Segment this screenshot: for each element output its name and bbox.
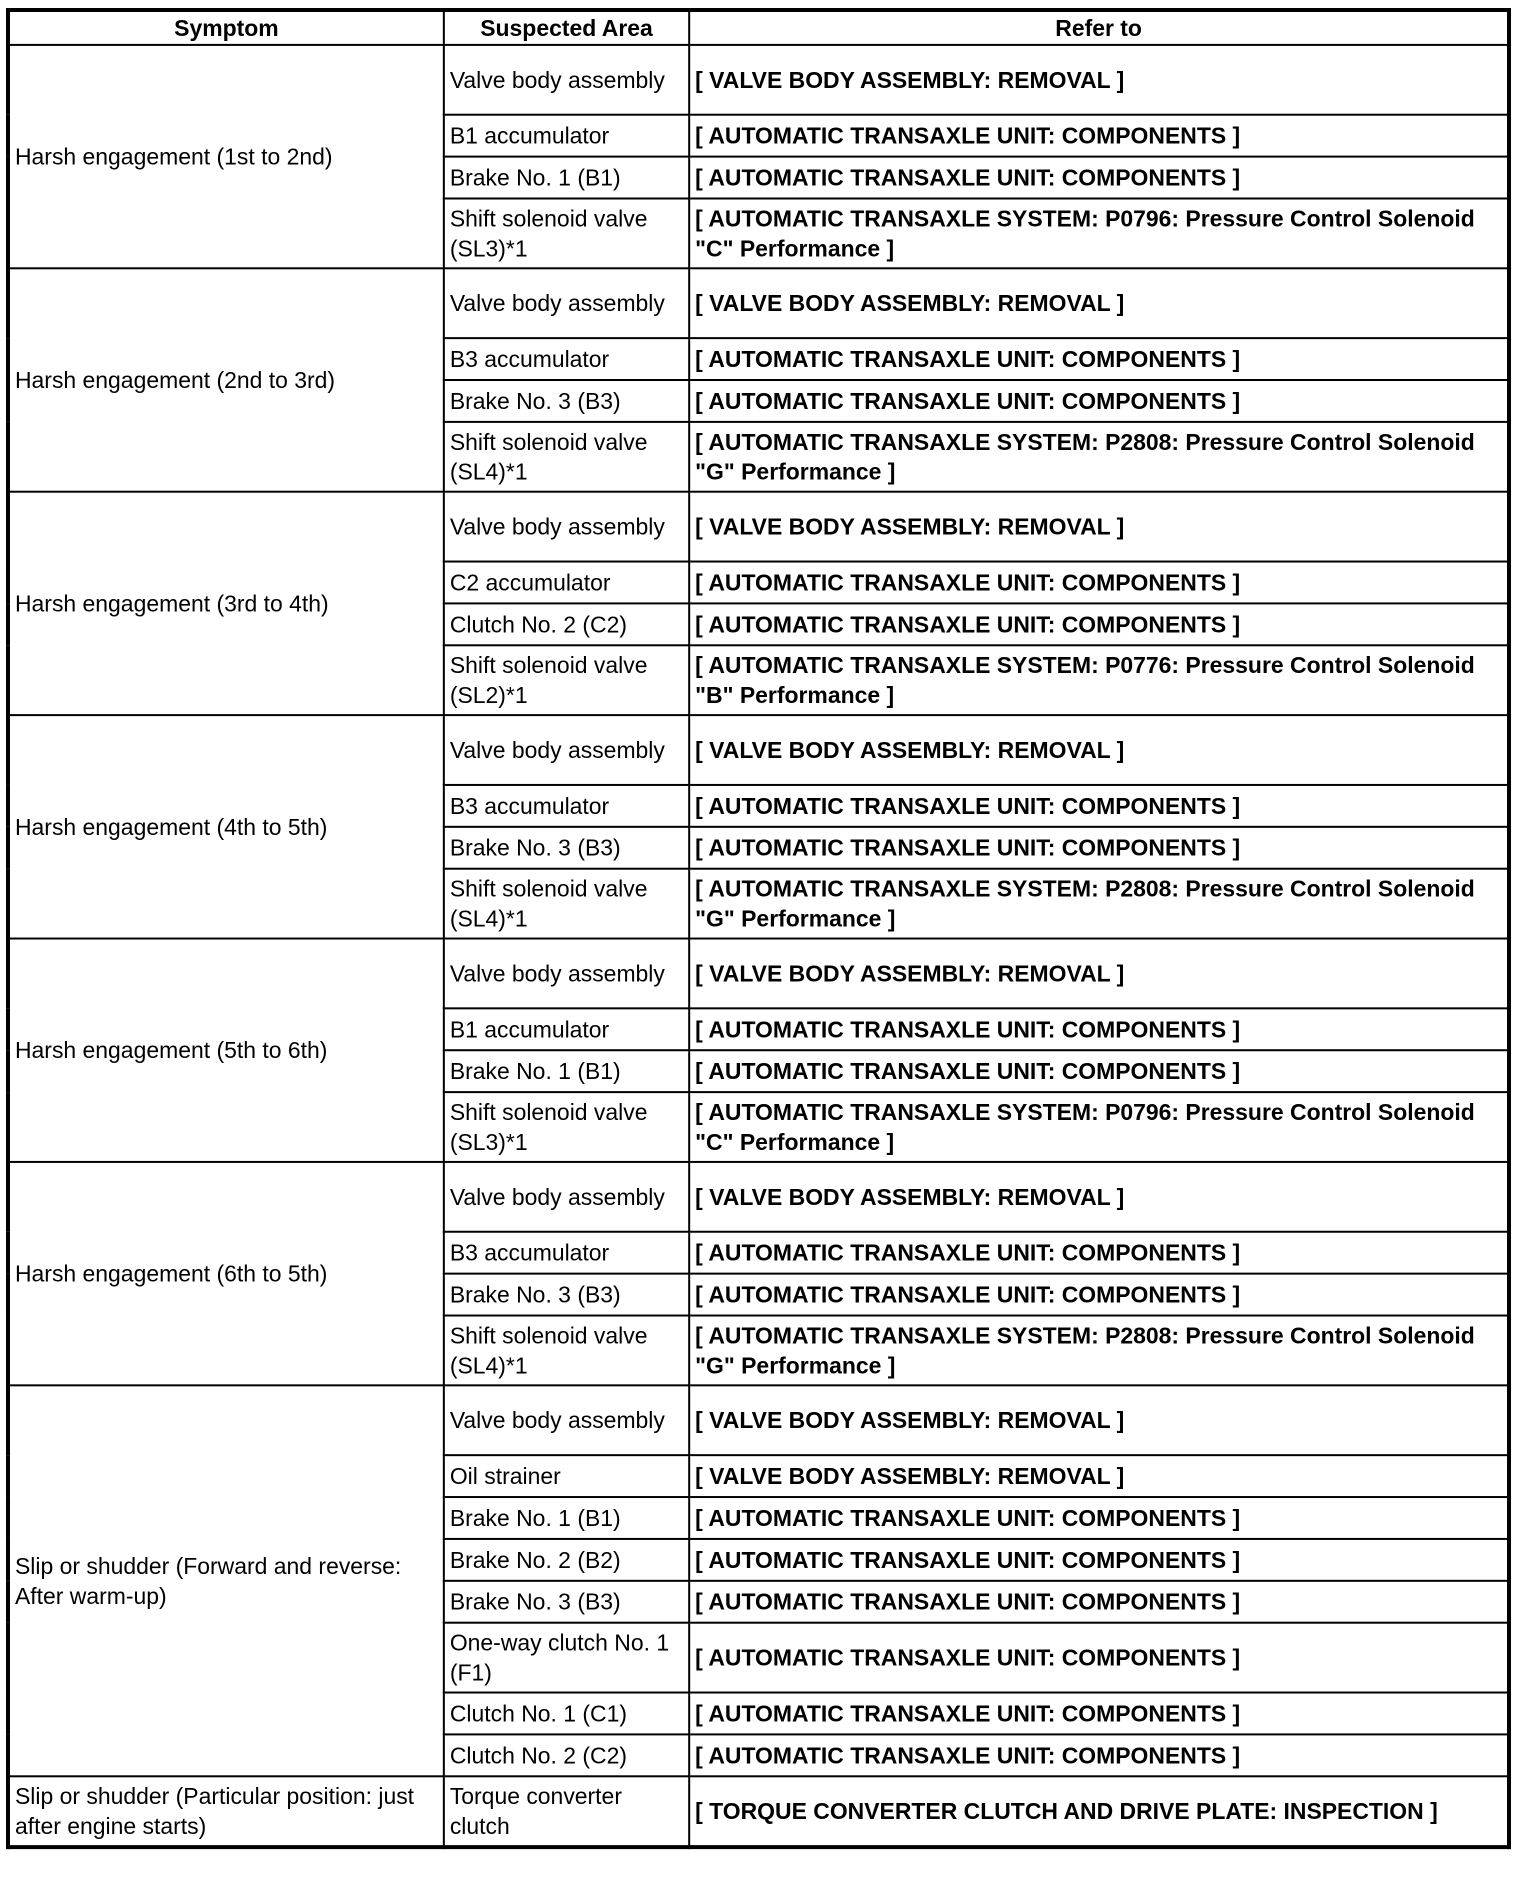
refer-to-link[interactable]: [ VALVE BODY ASSEMBLY: REMOVAL ] [689,1162,1509,1232]
suspected-area-cell: Clutch No. 2 (C2) [444,603,689,645]
suspected-area-cell: Valve body assembly [444,1385,689,1455]
suspected-area-cell: C2 accumulator [444,562,689,604]
refer-to-link[interactable]: [ AUTOMATIC TRANSAXLE UNIT: COMPONENTS ] [689,785,1509,827]
suspected-area-cell: B1 accumulator [444,1008,689,1050]
refer-to-link[interactable]: [ VALVE BODY ASSEMBLY: REMOVAL ] [689,268,1509,338]
symptom-cell: Harsh engagement (4th to 5th) [8,715,444,938]
refer-to-link[interactable]: [ AUTOMATIC TRANSAXLE UNIT: COMPONENTS ] [689,380,1509,422]
suspected-area-cell: Valve body assembly [444,492,689,562]
refer-to-link[interactable]: [ AUTOMATIC TRANSAXLE UNIT: COMPONENTS ] [689,1623,1509,1693]
header-row [8,10,1509,45]
refer-to-link[interactable]: [ AUTOMATIC TRANSAXLE UNIT: COMPONENTS ] [689,1581,1509,1623]
refer-to-link[interactable]: [ AUTOMATIC TRANSAXLE UNIT: COMPONENTS ] [689,1050,1509,1092]
suspected-area-cell: Valve body assembly [444,1162,689,1232]
suspected-area-cell: B1 accumulator [444,115,689,157]
refer-to-link[interactable]: [ VALVE BODY ASSEMBLY: REMOVAL ] [689,45,1509,115]
refer-to-link[interactable]: [ AUTOMATIC TRANSAXLE UNIT: COMPONENTS ] [689,1734,1509,1776]
refer-to-link[interactable]: [ AUTOMATIC TRANSAXLE UNIT: COMPONENTS ] [689,603,1509,645]
symptom-cell: Harsh engagement (5th to 6th) [8,939,444,1162]
suspected-area-cell: Torque converter clutch [444,1776,689,1847]
suspected-area-cell: Brake No. 3 (B3) [444,380,689,422]
refer-to-link[interactable]: [ AUTOMATIC TRANSAXLE SYSTEM: P2808: Pressure Control Solenoid "G" Performance ] [689,869,1509,939]
table-row [8,1162,1509,1232]
suspected-area-cell: Shift solenoid valve (SL4)*1 [444,1316,689,1386]
suspected-area-cell: Brake No. 1 (B1) [444,1050,689,1092]
refer-to-link[interactable]: [ AUTOMATIC TRANSAXLE UNIT: COMPONENTS ] [689,1497,1509,1539]
symptom-cell: Harsh engagement (6th to 5th) [8,1162,444,1385]
suspected-area-cell: Brake No. 1 (B1) [444,157,689,199]
suspected-area-cell: Clutch No. 2 (C2) [444,1734,689,1776]
symptom-cell: Slip or shudder (Particular position: just after engine starts) [8,1776,444,1847]
table-body [8,45,1509,1847]
suspected-area-cell: Valve body assembly [444,939,689,1009]
table-row [8,939,1509,1009]
refer-to-link[interactable]: [ VALVE BODY ASSEMBLY: REMOVAL ] [689,492,1509,562]
refer-to-link[interactable]: [ AUTOMATIC TRANSAXLE UNIT: COMPONENTS ] [689,1232,1509,1274]
refer-to-link[interactable]: [ VALVE BODY ASSEMBLY: REMOVAL ] [689,1385,1509,1455]
refer-to-link[interactable]: [ AUTOMATIC TRANSAXLE UNIT: COMPONENTS ] [689,827,1509,869]
suspected-area-cell: Brake No. 2 (B2) [444,1539,689,1581]
refer-to-link[interactable]: [ AUTOMATIC TRANSAXLE UNIT: COMPONENTS ] [689,115,1509,157]
suspected-area-cell: Shift solenoid valve (SL4)*1 [444,869,689,939]
suspected-area-cell: Brake No. 3 (B3) [444,1581,689,1623]
suspected-area-cell: Valve body assembly [444,715,689,785]
refer-to-link[interactable]: [ AUTOMATIC TRANSAXLE UNIT: COMPONENTS ] [689,1693,1509,1735]
refer-to-link[interactable]: [ VALVE BODY ASSEMBLY: REMOVAL ] [689,939,1509,1009]
symptom-cell: Harsh engagement (2nd to 3rd) [8,268,444,491]
header-symptom: Symptom [8,10,444,45]
refer-to-link[interactable]: [ AUTOMATIC TRANSAXLE SYSTEM: P0796: Pressure Control Solenoid "C" Performance ] [689,1092,1509,1162]
suspected-area-cell: One-way clutch No. 1 (F1) [444,1623,689,1693]
refer-to-link[interactable]: [ AUTOMATIC TRANSAXLE SYSTEM: P2808: Pressure Control Solenoid "G" Performance ] [689,422,1509,492]
refer-to-link[interactable]: [ AUTOMATIC TRANSAXLE UNIT: COMPONENTS ] [689,157,1509,199]
refer-to-link[interactable]: [ AUTOMATIC TRANSAXLE UNIT: COMPONENTS ] [689,338,1509,380]
refer-to-link[interactable]: [ AUTOMATIC TRANSAXLE UNIT: COMPONENTS ] [689,1008,1509,1050]
header-refer-to: Refer to [689,10,1509,45]
refer-to-link[interactable]: [ AUTOMATIC TRANSAXLE SYSTEM: P2808: Pressure Control Solenoid "G" Performance ] [689,1316,1509,1386]
table-row [8,45,1509,115]
refer-to-link[interactable]: [ AUTOMATIC TRANSAXLE SYSTEM: P0776: Pressure Control Solenoid "B" Performance ] [689,645,1509,715]
refer-to-link[interactable]: [ AUTOMATIC TRANSAXLE SYSTEM: P0796: Pressure Control Solenoid "C" Performance ] [689,198,1509,268]
symptom-cell: Harsh engagement (3rd to 4th) [8,492,444,715]
suspected-area-cell: Oil strainer [444,1455,689,1497]
table-row [8,1385,1509,1455]
suspected-area-cell: Shift solenoid valve (SL3)*1 [444,198,689,268]
table-row [8,1776,1509,1847]
refer-to-link[interactable]: [ VALVE BODY ASSEMBLY: REMOVAL ] [689,715,1509,785]
header-suspected-area: Suspected Area [444,10,689,45]
table-row [8,715,1509,785]
suspected-area-cell: Shift solenoid valve (SL2)*1 [444,645,689,715]
suspected-area-cell: Clutch No. 1 (C1) [444,1693,689,1735]
suspected-area-cell: Brake No. 3 (B3) [444,1274,689,1316]
suspected-area-cell: B3 accumulator [444,1232,689,1274]
refer-to-link[interactable]: [ AUTOMATIC TRANSAXLE UNIT: COMPONENTS ] [689,1539,1509,1581]
troubleshooting-document [6,8,1507,1891]
table-row [8,492,1509,562]
suspected-area-cell: Valve body assembly [444,45,689,115]
refer-to-link[interactable]: [ VALVE BODY ASSEMBLY: REMOVAL ] [689,1455,1509,1497]
suspected-area-cell: Shift solenoid valve (SL3)*1 [444,1092,689,1162]
suspected-area-cell: B3 accumulator [444,338,689,380]
symptom-cell: Slip or shudder (Forward and reverse: After warm-up) [8,1385,444,1776]
suspected-area-cell: B3 accumulator [444,785,689,827]
refer-to-link[interactable]: [ TORQUE CONVERTER CLUTCH AND DRIVE PLATE: INSPECTION ] [689,1776,1509,1847]
refer-to-link[interactable]: [ AUTOMATIC TRANSAXLE UNIT: COMPONENTS ] [689,1274,1509,1316]
suspected-area-cell: Valve body assembly [444,268,689,338]
refer-to-link[interactable]: [ AUTOMATIC TRANSAXLE UNIT: COMPONENTS ] [689,562,1509,604]
suspected-area-cell: Shift solenoid valve (SL4)*1 [444,422,689,492]
symptom-table [6,8,1511,1849]
suspected-area-cell: Brake No. 1 (B1) [444,1497,689,1539]
table-row [8,268,1509,338]
suspected-area-cell: Brake No. 3 (B3) [444,827,689,869]
symptom-cell: Harsh engagement (1st to 2nd) [8,45,444,268]
